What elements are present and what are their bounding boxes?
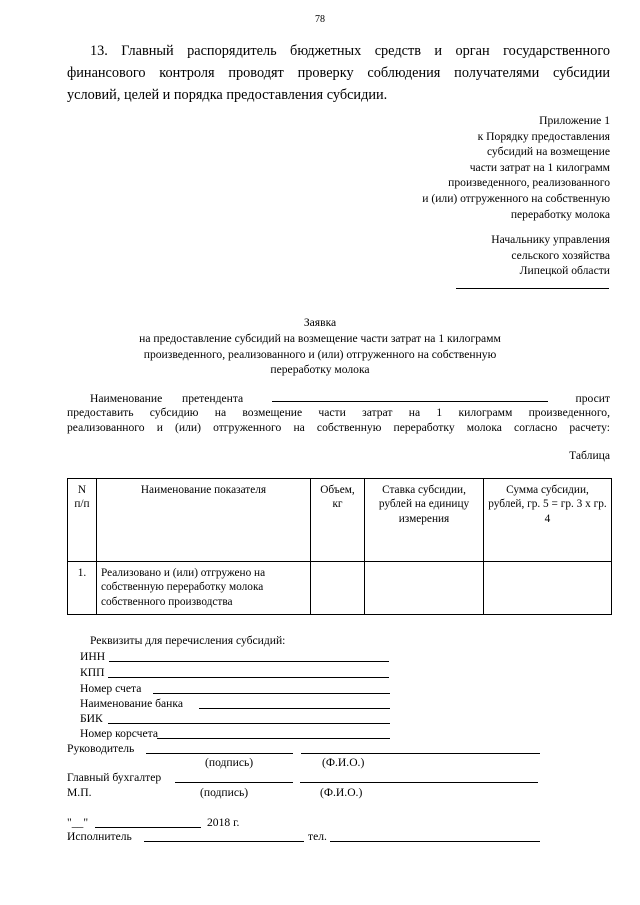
appendix-line: и (или) отгруженного на собственную (422, 191, 610, 205)
inn-field[interactable] (109, 661, 389, 662)
appendix-line: части затрат на 1 килограмм (469, 160, 610, 174)
appendix-line: к Порядку предоставления (477, 129, 610, 143)
request-line-3: реализованного и (или) отгруженного на собственную переработку молока согласно расчету: (67, 421, 610, 434)
subtitle-line: переработку молока (270, 363, 370, 377)
table-row (68, 562, 612, 615)
date-quote: "__" (67, 816, 89, 829)
head-sign-caption: (подпись) (205, 756, 254, 769)
bank-field[interactable] (199, 708, 390, 709)
accountant-sign-caption: (подпись) (200, 786, 249, 799)
applicant-label-2: претендента (182, 392, 244, 405)
header-rate: Ставка субсидии, рублей на единицу измерения (365, 479, 484, 562)
appendix-line: Приложение 1 (539, 114, 610, 127)
chief-accountant-label: Главный бухгалтер (67, 771, 162, 784)
application-title: Заявка (303, 316, 337, 329)
accountant-fio-field[interactable] (300, 782, 538, 783)
head-fio-caption: (Ф.И.О.) (322, 756, 365, 769)
bik-label: БИК (80, 712, 103, 725)
executor-field[interactable] (144, 841, 304, 842)
appendix-line: произведенного, реализованного (448, 176, 610, 190)
cell-volume[interactable] (311, 562, 365, 615)
page-number: 78 (315, 14, 325, 25)
paragraph-line: условий, целей и порядка предоставления субсидии. (67, 87, 388, 103)
head-label: Руководитель (67, 742, 135, 755)
phone-field[interactable] (330, 841, 540, 842)
subtitle-line: произведенного, реализованного и (или) отгруженного на собственную (143, 347, 497, 361)
date-year: 2018 г. (207, 816, 240, 829)
application-subtitle (0, 331, 640, 378)
kpp-label: КПП (80, 666, 105, 679)
cell-rate[interactable] (365, 562, 484, 615)
applicant-label-1: Наименование (90, 392, 163, 405)
executor-label: Исполнитель (67, 830, 132, 843)
cell-name: Реализовано и (или) отгружено на собственную переработку молока собственного производства (97, 562, 311, 615)
subsidy-table (67, 478, 612, 615)
corr-field[interactable] (157, 738, 390, 739)
paragraph-13 (67, 40, 610, 106)
paragraph-line: финансового контроля проводят проверку соблюдения получателями субсидии (67, 65, 610, 81)
cell-n: 1. (68, 562, 97, 615)
addressee-signature-line (456, 288, 609, 289)
date-month-field[interactable] (95, 827, 201, 828)
accountant-fio-caption: (Ф.И.О.) (320, 786, 363, 799)
table-header-row (68, 479, 612, 562)
bik-field[interactable] (108, 723, 390, 724)
addressee-block (491, 232, 610, 279)
applicant-name-field[interactable] (272, 401, 548, 402)
header-n: N п/п (68, 479, 97, 562)
account-label: Номер счета (80, 682, 142, 695)
addressee-line: Липецкой области (519, 264, 610, 278)
mp-label: М.П. (67, 786, 92, 799)
addressee-line: сельского хозяйства (511, 248, 610, 262)
request-line-2: предоставить субсидию на возмещение части затрат на 1 килограмм произведенного, (67, 406, 610, 419)
header-name: Наименование показателя (97, 479, 311, 562)
addressee-line: Начальнику управления (491, 233, 610, 246)
account-field[interactable] (153, 693, 390, 694)
phone-label: тел. (308, 830, 327, 843)
kpp-field[interactable] (108, 677, 389, 678)
applicant-after: просит (575, 392, 610, 405)
paragraph-line: 13. Главный распорядитель бюджетных средств и орган государственного (90, 43, 610, 59)
header-sum: Сумма субсидии, рублей, гр. 5 = гр. 3 х гр. 4 (484, 479, 612, 562)
cell-sum[interactable] (484, 562, 612, 615)
head-signature-field[interactable] (146, 753, 293, 754)
inn-label: ИНН (80, 650, 106, 663)
subtitle-line: на предоставление субсидий на возмещение части затрат на 1 килограмм (139, 332, 501, 345)
appendix-line: переработку молока (510, 207, 610, 221)
accountant-signature-field[interactable] (175, 782, 293, 783)
appendix-block (422, 113, 610, 222)
requisites-title: Реквизиты для перечисления субсидий: (90, 634, 286, 647)
request-line (67, 406, 610, 419)
bank-label: Наименование банка (80, 697, 183, 710)
head-fio-field[interactable] (301, 753, 540, 754)
appendix-line: субсидий на возмещение (486, 145, 610, 159)
corr-label: Номер корсчета (80, 727, 159, 740)
header-volume: Объем, кг (311, 479, 365, 562)
request-line (67, 421, 610, 434)
table-label: Таблица (569, 449, 610, 462)
